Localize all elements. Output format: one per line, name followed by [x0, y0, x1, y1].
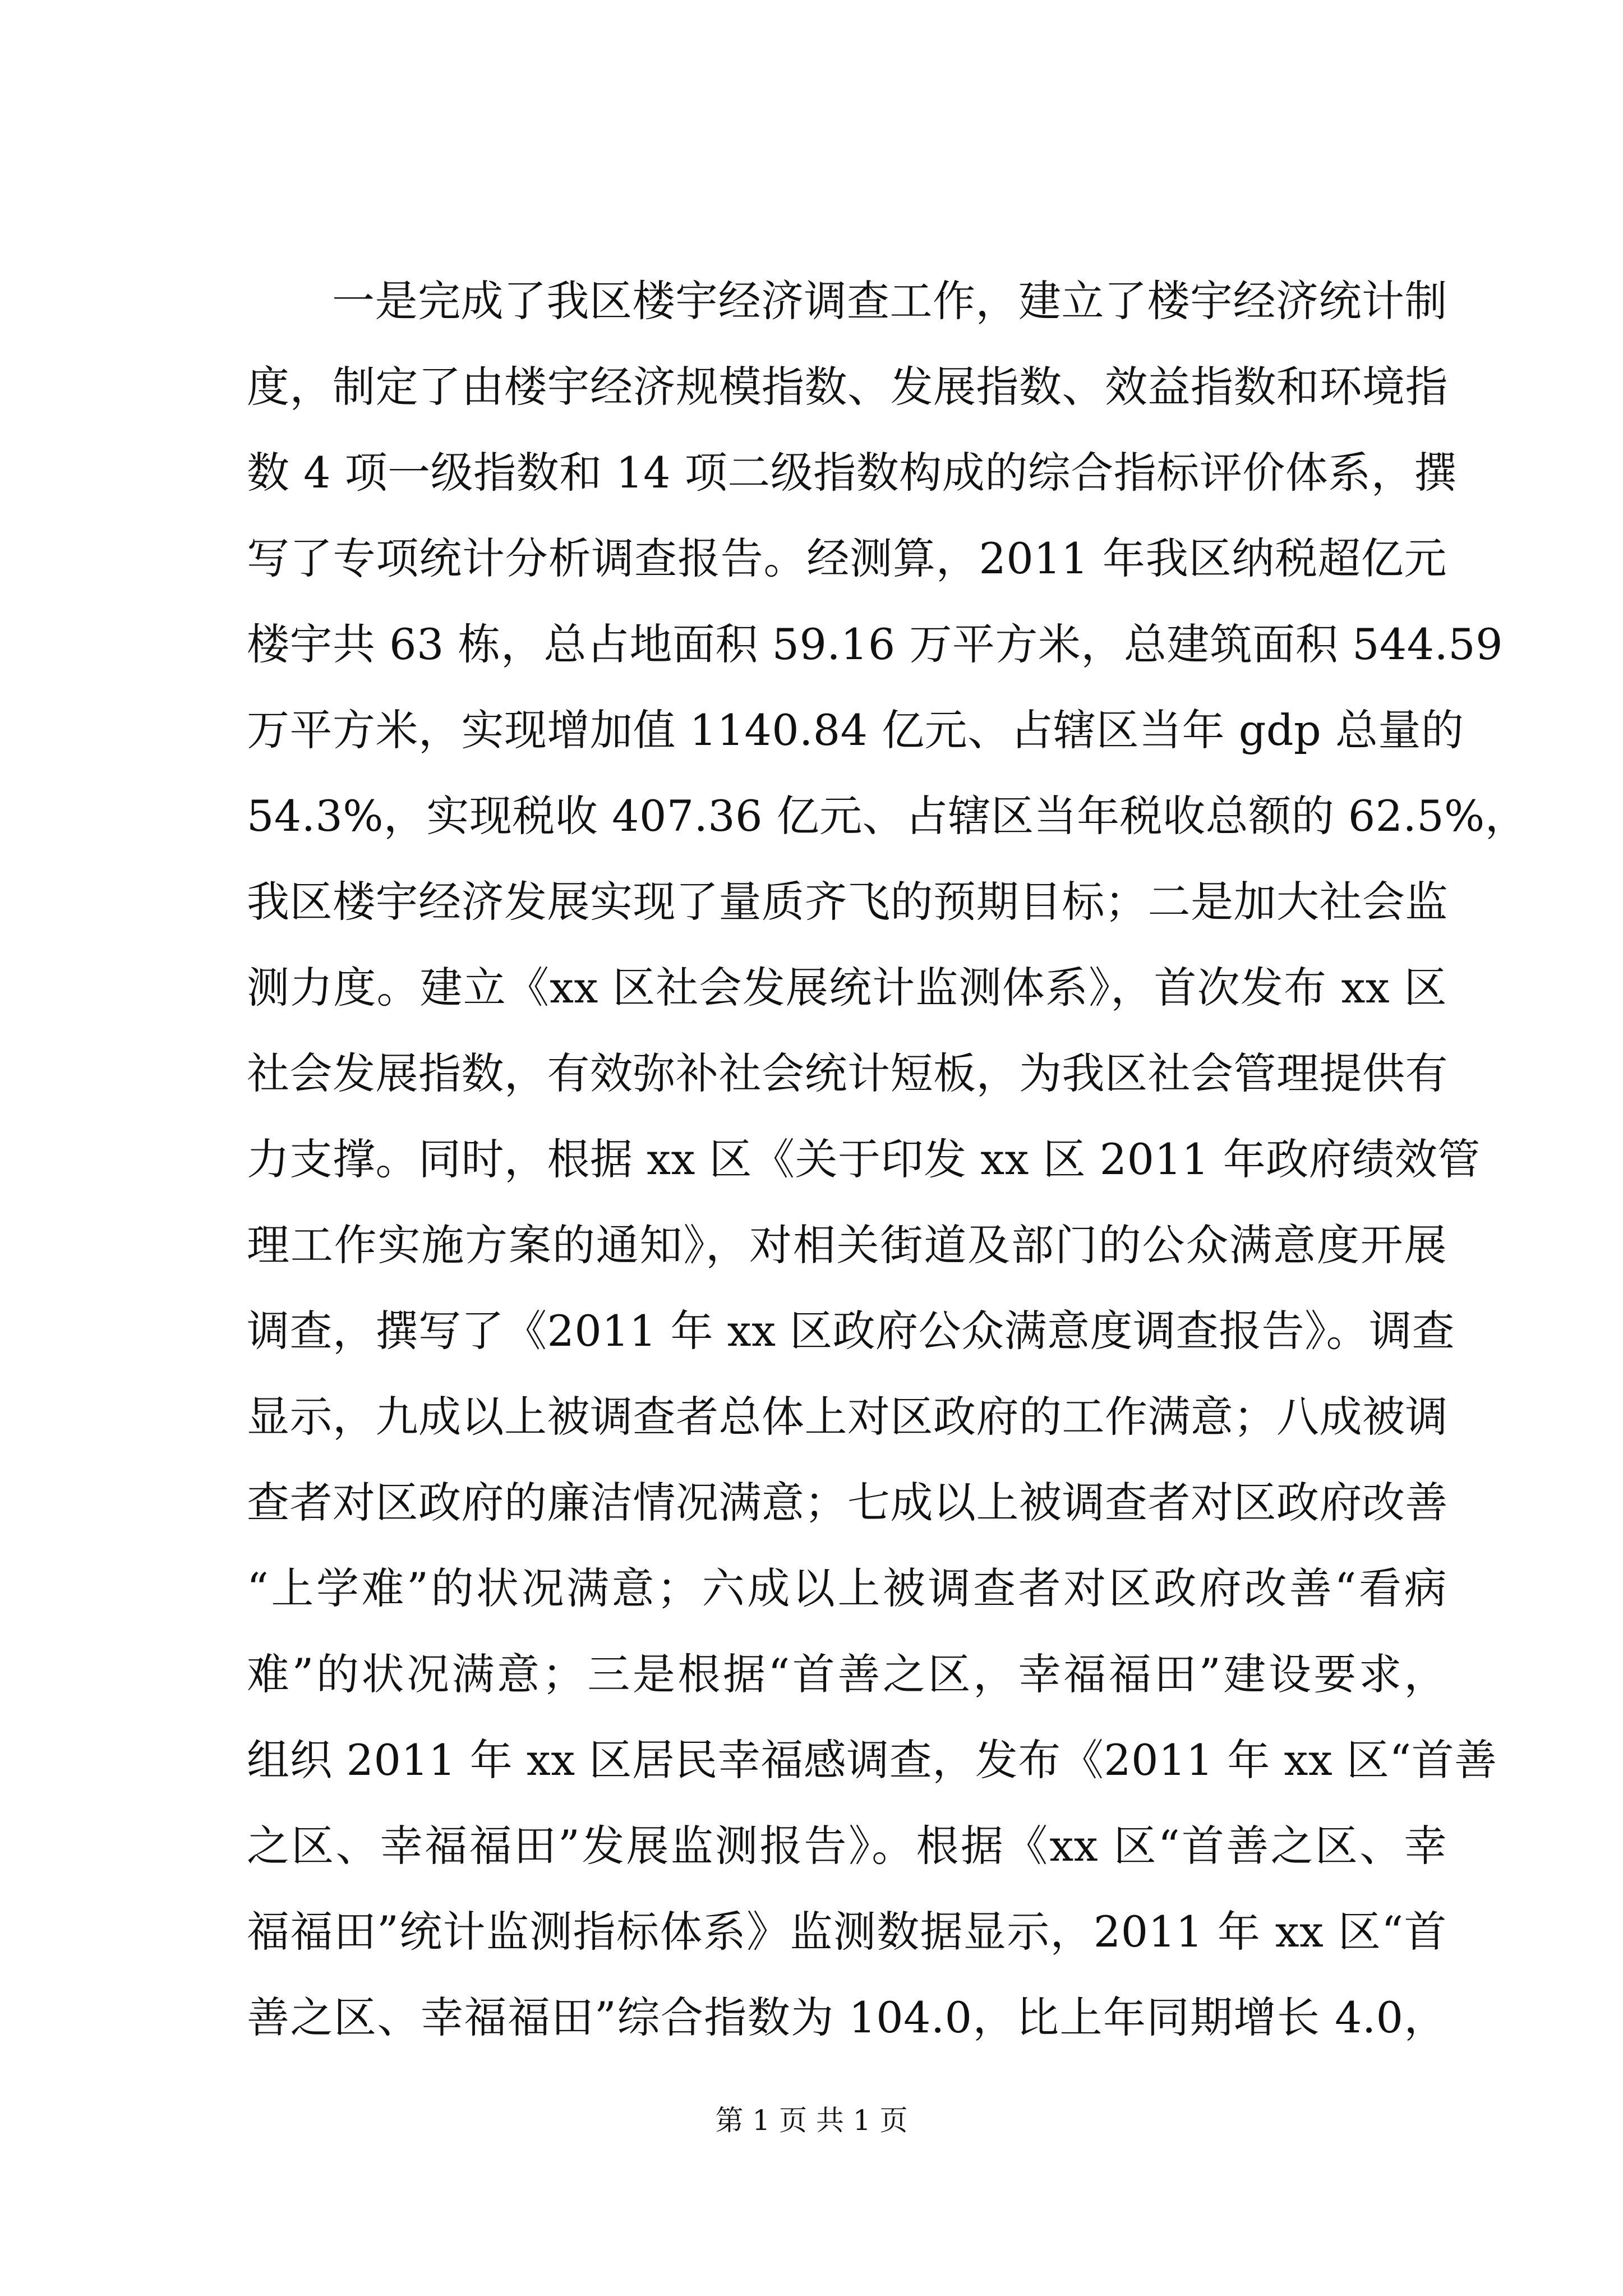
text-line: 测力度。建立《xx 区社会发展统计监测体系》，首次发布 xx 区: [247, 963, 1447, 1013]
text-line: 福福田”统计监测指标体系》监测数据显示，2011 年 xx 区“首: [247, 1907, 1447, 1957]
text-line: 数 4 项一级指数和 14 项二级指数构成的综合指标评价体系，撰: [247, 448, 1457, 498]
text-line: 写了专项统计分析调查报告。经测算，2011 年我区纳税超亿元: [247, 533, 1447, 583]
text-line: 查者对区政府的廉洁情况满意；七成以上被调查者对区政府改善: [247, 1478, 1448, 1527]
text-line: 社会发展指数，有效弥补社会统计短板，为我区社会管理提供有: [247, 1048, 1448, 1098]
text-line: 我区楼宇经济发展实现了量质齐飞的预期目标；二是加大社会监: [247, 877, 1448, 927]
text-line: 力支撑。同时，根据 xx 区《关于印发 xx 区 2011 年政府绩效管: [247, 1134, 1481, 1184]
text-line: “上学难”的状况满意；六成以上被调查者对区政府改善“看病: [247, 1563, 1447, 1613]
text-line: 理工作实施方案的通知》，对相关街道及部门的公众满意度开展: [247, 1220, 1447, 1270]
text-line: 组织 2011 年 xx 区居民幸福感调查，发布《2011 年 xx 区“首善: [247, 1735, 1497, 1785]
text-line: 之区、幸福福田”发展监测报告》。根据《xx 区“首善之区、幸: [247, 1821, 1447, 1871]
text-line: 难”的状况满意；三是根据“首善之区，幸福福田”建设要求，: [247, 1649, 1447, 1699]
text-line: 善之区、幸福福田”综合指数为 104.0，比上年同期增长 4.0，: [247, 1993, 1447, 2042]
text-line: 万平方米，实现增加值 1140.84 亿元、占辖区当年 gdp 总量的: [247, 705, 1464, 755]
text-line: 一是完成了我区楼宇经济调查工作，建立了楼宇经济统计制: [332, 276, 1447, 326]
text-line: 显示，九成以上被调查者总体上对区政府的工作满意；八成被调: [247, 1392, 1448, 1442]
text-line: 54.3%，实现税收 407.36 亿元、占辖区当年税收总额的 62.5%，: [247, 791, 1528, 841]
text-line: 度，制定了由楼宇经济规模指数、发展指数、效益指数和环境指: [247, 362, 1448, 412]
page-number-footer: 第 1 页 共 1 页: [715, 2104, 908, 2137]
text-line: 楼宇共 63 栋，总占地面积 59.16 万平方米，总建筑面积 544.59: [247, 619, 1503, 669]
text-line: 调查，撰写了《2011 年 xx 区政府公众满意度调查报告》。调查: [247, 1306, 1455, 1356]
body-paragraph: [247, 258, 1528, 2060]
